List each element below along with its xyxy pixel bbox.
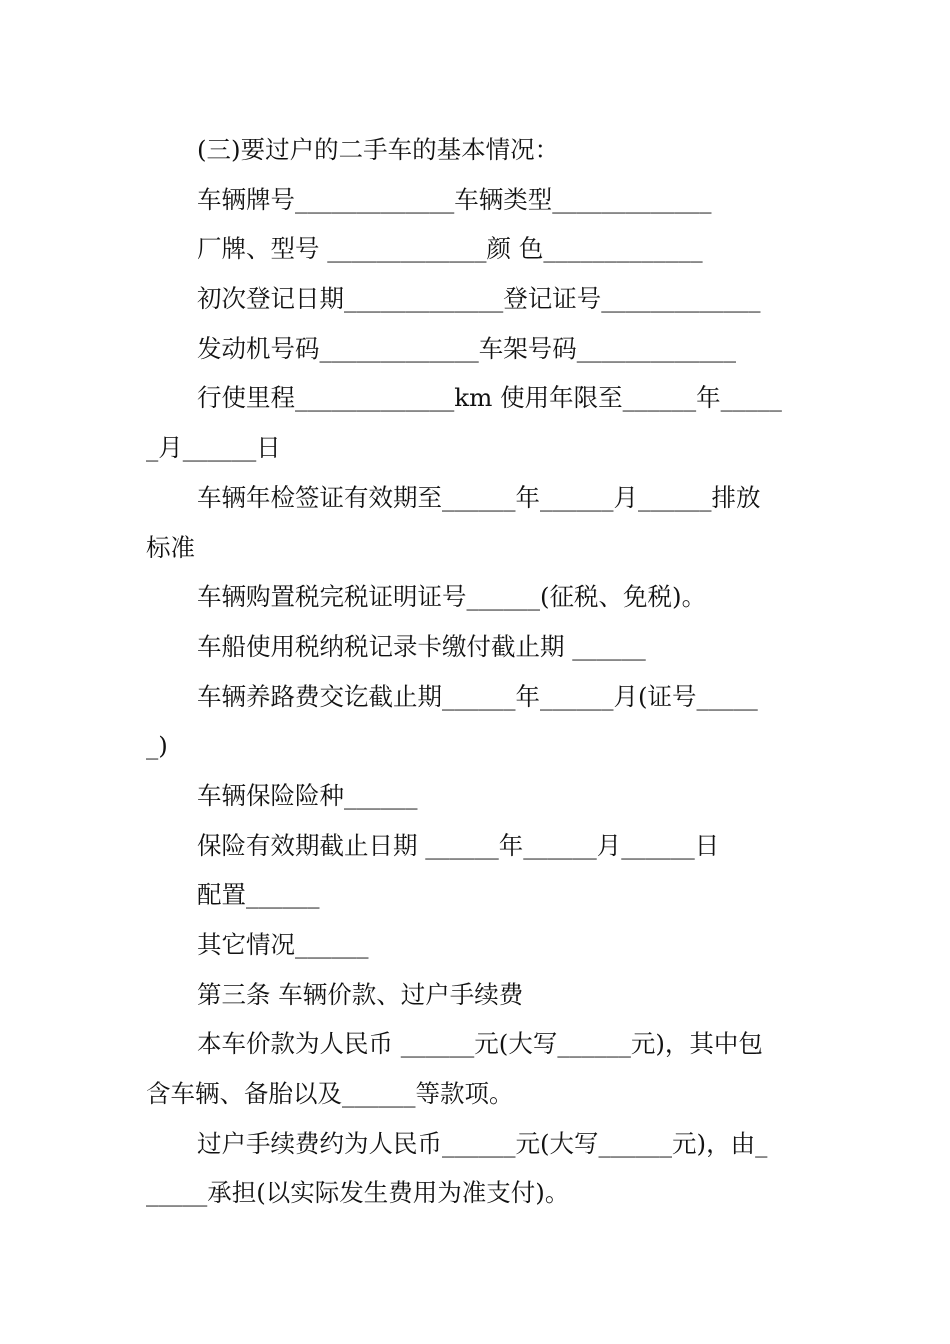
line-configuration: 配置______ <box>197 880 320 910</box>
line-transfer-fee-continued: _____承担(以实际发生费用为准支付)。 <box>146 1178 570 1208</box>
line-purchase-tax: 车辆购置税完税证明证号______(征税、免税)。 <box>197 582 707 612</box>
line-road-maintenance-fee-continued: _) <box>146 731 168 761</box>
document-body <box>146 125 808 1218</box>
line-brand-and-color: 厂牌、型号 _____________颜 色_____________ <box>197 234 703 264</box>
article-three-heading: 第三条 车辆价款、过户手续费 <box>197 979 524 1009</box>
line-road-maintenance-fee: 车辆养路费交讫截止期______年______月(证号_____ <box>197 681 758 711</box>
line-plate-and-type: 车辆牌号_____________车辆类型_____________ <box>197 184 712 214</box>
section-heading-basic-info: (三)要过户的二手车的基本情况： <box>197 135 560 164</box>
line-registration: 初次登记日期_____________登记证号_____________ <box>197 284 761 314</box>
line-other-info: 其它情况______ <box>197 930 369 959</box>
line-insurance-type: 车辆保险险种______ <box>197 780 418 810</box>
line-vehicle-vessel-tax: 车船使用税纳税记录卡缴付截止期 ______ <box>197 631 646 661</box>
line-vehicle-price: 本车价款为人民币 ______元(大写______元)，其中包 <box>197 1029 763 1059</box>
line-mileage-continued: _月______日 <box>146 433 281 463</box>
line-annual-inspection: 车辆年检签证有效期至______年______月______排放 <box>197 482 761 512</box>
line-insurance-expiry: 保险有效期截止日期 ______年______月______日 <box>197 830 720 860</box>
line-engine-and-frame: 发动机号码_____________车架号码_____________ <box>197 333 736 363</box>
line-transfer-fee: 过户手续费约为人民币______元(大写______元)，由_ <box>197 1128 768 1158</box>
line-vehicle-price-continued: 含车辆、备胎以及______等款项。 <box>146 1079 514 1109</box>
line-annual-inspection-continued: 标准 <box>146 532 195 562</box>
line-mileage-and-service-life: 行使里程_____________km 使用年限至______年_____ <box>197 383 782 413</box>
